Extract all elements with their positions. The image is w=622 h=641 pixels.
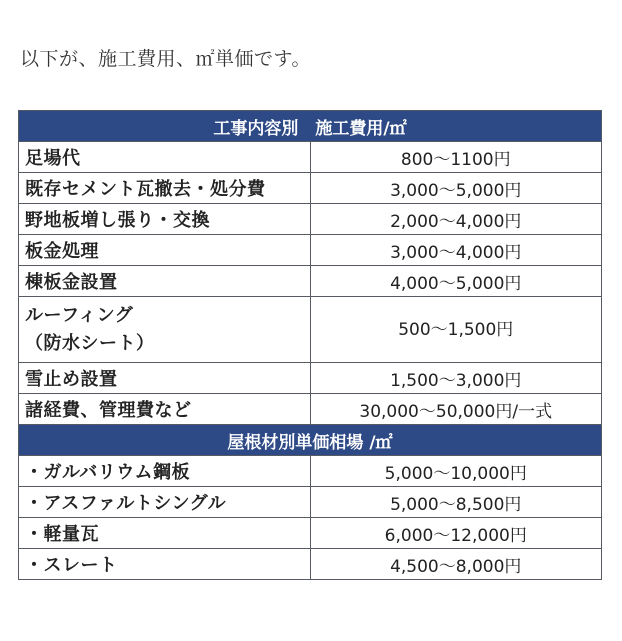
section-header-work-cost: 工事内容別 施工費用/㎡ (19, 111, 602, 142)
row-item (19, 297, 311, 363)
row-item: 野地板増し張り・交換 (19, 204, 311, 235)
table-row (19, 297, 602, 363)
row-item: ・軽量瓦 (19, 518, 311, 549)
table-row (19, 142, 602, 173)
row-item: ・アスファルトシングル (19, 487, 311, 518)
section-header-material-cost: 屋根材別単価相場 /㎡ (19, 425, 602, 456)
row-item: 足場代 (19, 142, 311, 173)
table-row (19, 487, 602, 518)
row-item-line: （防水シート） (25, 332, 155, 354)
table-row (19, 456, 602, 487)
row-item: ・ガルバリウム鋼板 (19, 456, 311, 487)
row-item: ・スレート (19, 549, 311, 580)
row-price: 2,000〜4,000円 (310, 204, 602, 235)
row-price: 3,000〜5,000円 (310, 173, 602, 204)
table-row (19, 173, 602, 204)
section-header-row (19, 425, 602, 456)
row-item: 棟板金設置 (19, 266, 311, 297)
section-header-row (19, 111, 602, 142)
table-row (19, 549, 602, 580)
row-price: 5,000〜8,500円 (310, 487, 602, 518)
row-price: 30,000〜50,000円/一式 (310, 394, 602, 425)
row-item: 雪止め設置 (19, 363, 311, 394)
row-price: 4,000〜5,000円 (310, 266, 602, 297)
row-item-line: ルーフィング (25, 304, 134, 326)
row-item: 既存セメント瓦撤去・処分費 (19, 173, 311, 204)
row-price: 1,500〜3,000円 (310, 363, 602, 394)
table-row (19, 266, 602, 297)
row-price: 6,000〜12,000円 (310, 518, 602, 549)
row-price: 500〜1,500円 (310, 297, 602, 363)
row-price: 800〜1100円 (310, 142, 602, 173)
table-row (19, 394, 602, 425)
row-item: 諸経費、管理費など (19, 394, 311, 425)
row-price: 5,000〜10,000円 (310, 456, 602, 487)
table-row (19, 235, 602, 266)
row-price: 4,500〜8,000円 (310, 549, 602, 580)
row-item: 板金処理 (19, 235, 311, 266)
table-row (19, 363, 602, 394)
table-row (19, 204, 602, 235)
intro-text: 以下が、施工費用、㎡単価です。 (20, 48, 311, 70)
cost-table (18, 110, 602, 580)
table-row (19, 518, 602, 549)
row-price: 3,000〜4,000円 (310, 235, 602, 266)
